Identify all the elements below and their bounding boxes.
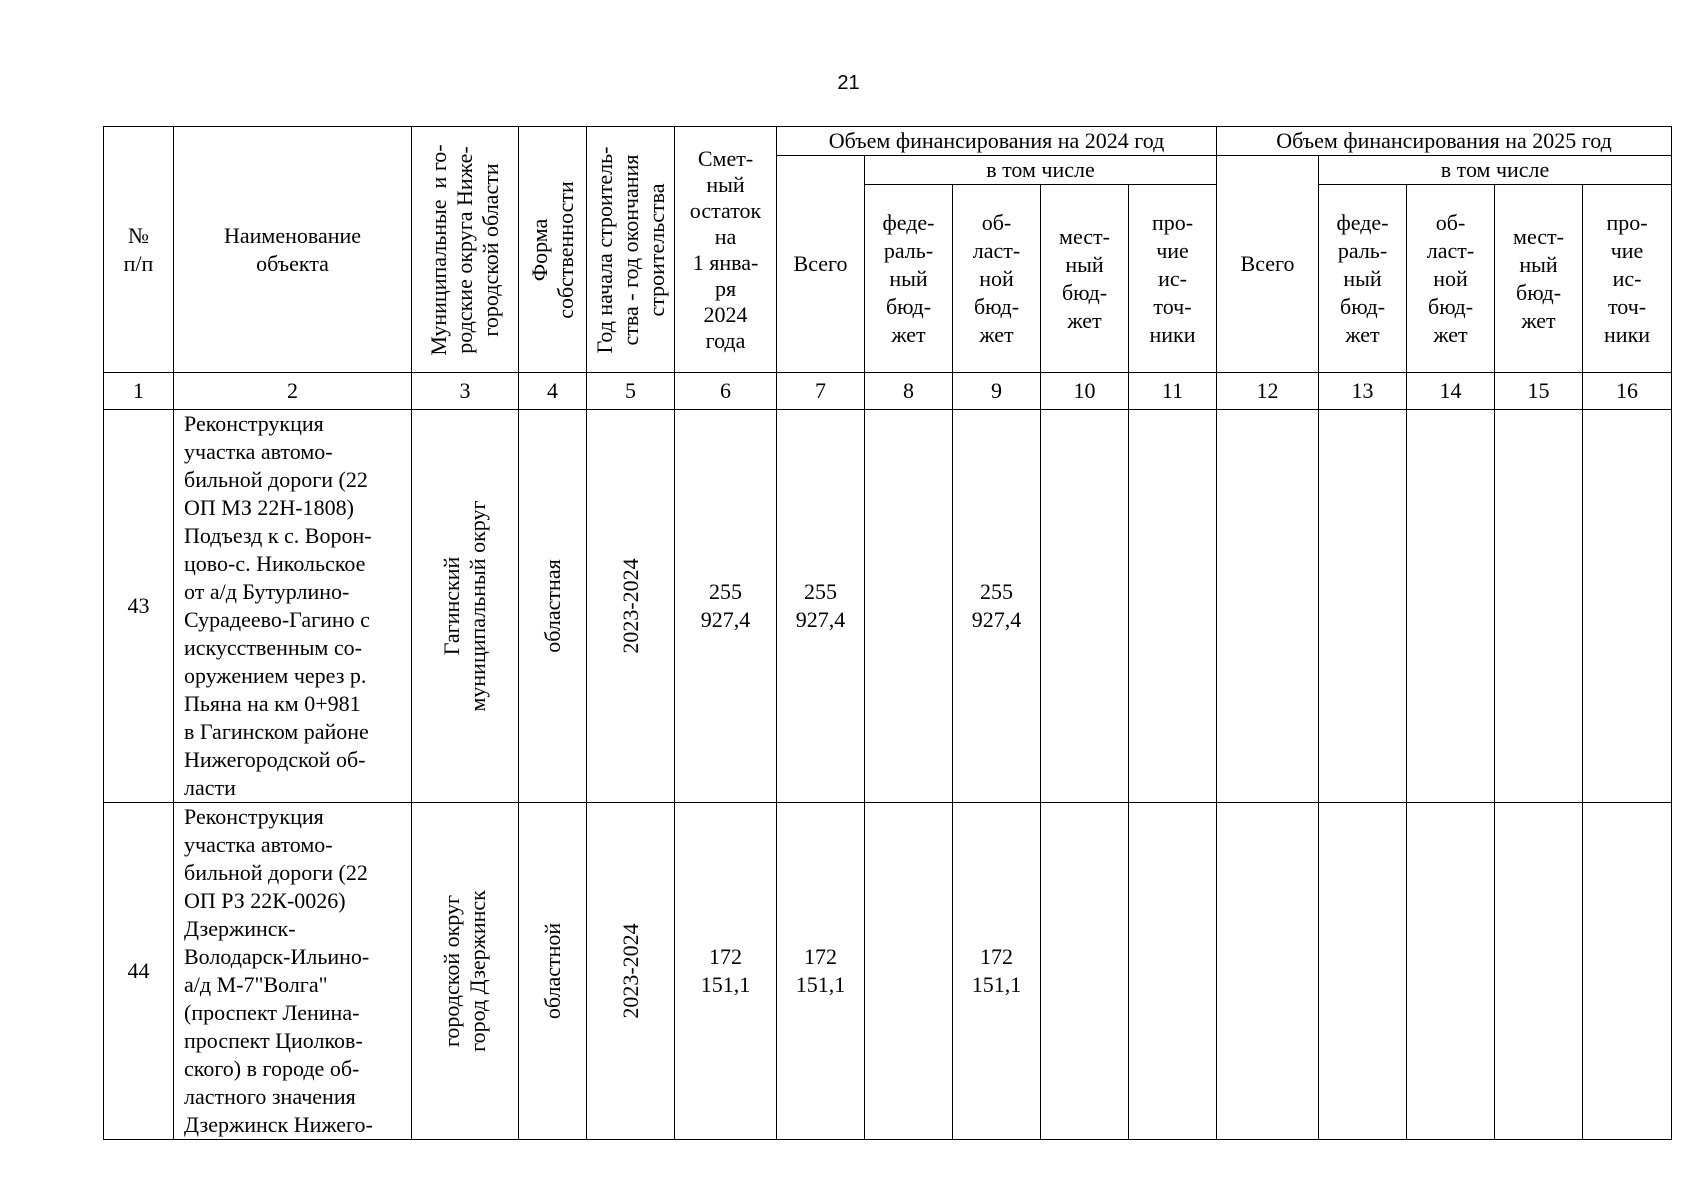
row-total-2024: 255 927,4: [777, 410, 865, 803]
row-name: Реконструкция участка автомо- бильной дороги (22 ОП МЗ 22Н-1808) Подъезд к с. Ворон- цово-с. Никольское от а/д Бутурлино- Сурадеево-Гагино с искусственным со- оружением через р. Пьяна на км 0+981 в Гагинском районе Нижегородской об- ласти: [174, 410, 412, 803]
header-local-2025: мест- ный бюд- жет: [1495, 185, 1583, 373]
header-including-2025: в том числе: [1319, 156, 1672, 185]
col-number: 9: [953, 373, 1041, 410]
header-municipality: [412, 127, 519, 373]
row-other-2025: [1583, 410, 1672, 803]
row-regional-2024: 255 927,4: [953, 410, 1041, 803]
col-number: 2: [174, 373, 412, 410]
row-local-2025: [1495, 410, 1583, 803]
row-municipality: [412, 410, 519, 803]
header-local-2024: мест- ный бюд- жет: [1041, 185, 1129, 373]
header-regional-2024: об- ласт- ной бюд- жет: [953, 185, 1041, 373]
header-balance: Смет- ный остаток на 1 янва- ря 2024 года: [675, 127, 777, 373]
row-local-2024: [1041, 410, 1129, 803]
row-municipality-text: городской округ город Дзержинск: [439, 890, 490, 1052]
col-number: 15: [1495, 373, 1583, 410]
financing-table: [103, 126, 1672, 1140]
row-ownership: [519, 803, 587, 1140]
row-federal-2025: [1319, 410, 1407, 803]
col-number: 5: [587, 373, 675, 410]
row-years: [587, 410, 675, 803]
row-years: [587, 803, 675, 1140]
col-number: 14: [1407, 373, 1495, 410]
header-ownership-text: Форма собственности: [526, 180, 578, 319]
table-row: [104, 410, 1672, 803]
row-ownership-text: областная: [539, 559, 565, 653]
row-federal-2024: [865, 803, 953, 1140]
row-federal-2024: [865, 410, 953, 803]
row-ownership-text: областной: [539, 922, 565, 1020]
row-total-2025: [1217, 410, 1319, 803]
row-years-text: 2023-2024: [617, 923, 643, 1019]
col-number: 10: [1041, 373, 1129, 410]
row-total-2025: [1217, 803, 1319, 1140]
page-number: 21: [837, 72, 860, 94]
header-years: [587, 127, 675, 373]
header-regional-2025: об- ласт- ной бюд- жет: [1407, 185, 1495, 373]
row-total-2024: 172 151,1: [777, 803, 865, 1140]
header-including-2024: в том числе: [865, 156, 1217, 185]
col-number: 3: [412, 373, 519, 410]
row-regional-2024: 172 151,1: [953, 803, 1041, 1140]
row-municipality-text: Гагинский муниципальный округ: [439, 500, 490, 712]
col-number: 12: [1217, 373, 1319, 410]
col-number: 6: [675, 373, 777, 410]
column-numbers-row: [104, 373, 1672, 410]
row-ownership: [519, 410, 587, 803]
header-total-2024: Всего: [777, 156, 865, 373]
row-local-2025: [1495, 803, 1583, 1140]
header-federal-2025: феде- раль- ный бюд- жет: [1319, 185, 1407, 373]
col-number: 11: [1129, 373, 1217, 410]
row-balance: 172 151,1: [675, 803, 777, 1140]
header-fin-2024: Объем финансирования на 2024 год: [777, 127, 1217, 156]
header-total-2025: Всего: [1217, 156, 1319, 373]
header-municipality-text: Муниципальные и го- родские округа Ниже- городской области: [426, 143, 503, 356]
row-num: 43: [104, 410, 174, 803]
row-other-2024: [1129, 410, 1217, 803]
row-other-2025: [1583, 803, 1672, 1140]
header-ownership: [519, 127, 587, 373]
row-years-text: 2023-2024: [617, 558, 643, 654]
col-number: 4: [519, 373, 587, 410]
row-other-2024: [1129, 803, 1217, 1140]
row-regional-2025: [1407, 803, 1495, 1140]
col-number: 13: [1319, 373, 1407, 410]
row-local-2024: [1041, 803, 1129, 1140]
col-number: 7: [777, 373, 865, 410]
row-regional-2025: [1407, 410, 1495, 803]
table-row: [104, 803, 1672, 1140]
header-num: № п/п: [104, 127, 174, 373]
header-other-2024: про- чие ис- точ- ники: [1129, 185, 1217, 373]
row-balance: 255 927,4: [675, 410, 777, 803]
row-municipality: [412, 803, 519, 1140]
header-name: Наименование объекта: [174, 127, 412, 373]
header-federal-2024: феде- раль- ный бюд- жет: [865, 185, 953, 373]
header-years-text: Год начала строитель- ства - год окончания строительства: [591, 146, 669, 353]
col-number: 8: [865, 373, 953, 410]
header-other-2025: про- чие ис- точ- ники: [1583, 185, 1672, 373]
row-federal-2025: [1319, 803, 1407, 1140]
row-num: 44: [104, 803, 174, 1140]
row-name: Реконструкция участка автомо- бильной дороги (22 ОП РЗ 22К-0026) Дзержинск- Володарск-Ильино- а/д М-7"Волга" (проспект Ленина- проспект Циолков- ского) в городе об- ластного значения Дзержинск Нижего-: [174, 803, 412, 1140]
header-fin-2025: Объем финансирования на 2025 год: [1217, 127, 1672, 156]
col-number: 1: [104, 373, 174, 410]
col-number: 16: [1583, 373, 1672, 410]
